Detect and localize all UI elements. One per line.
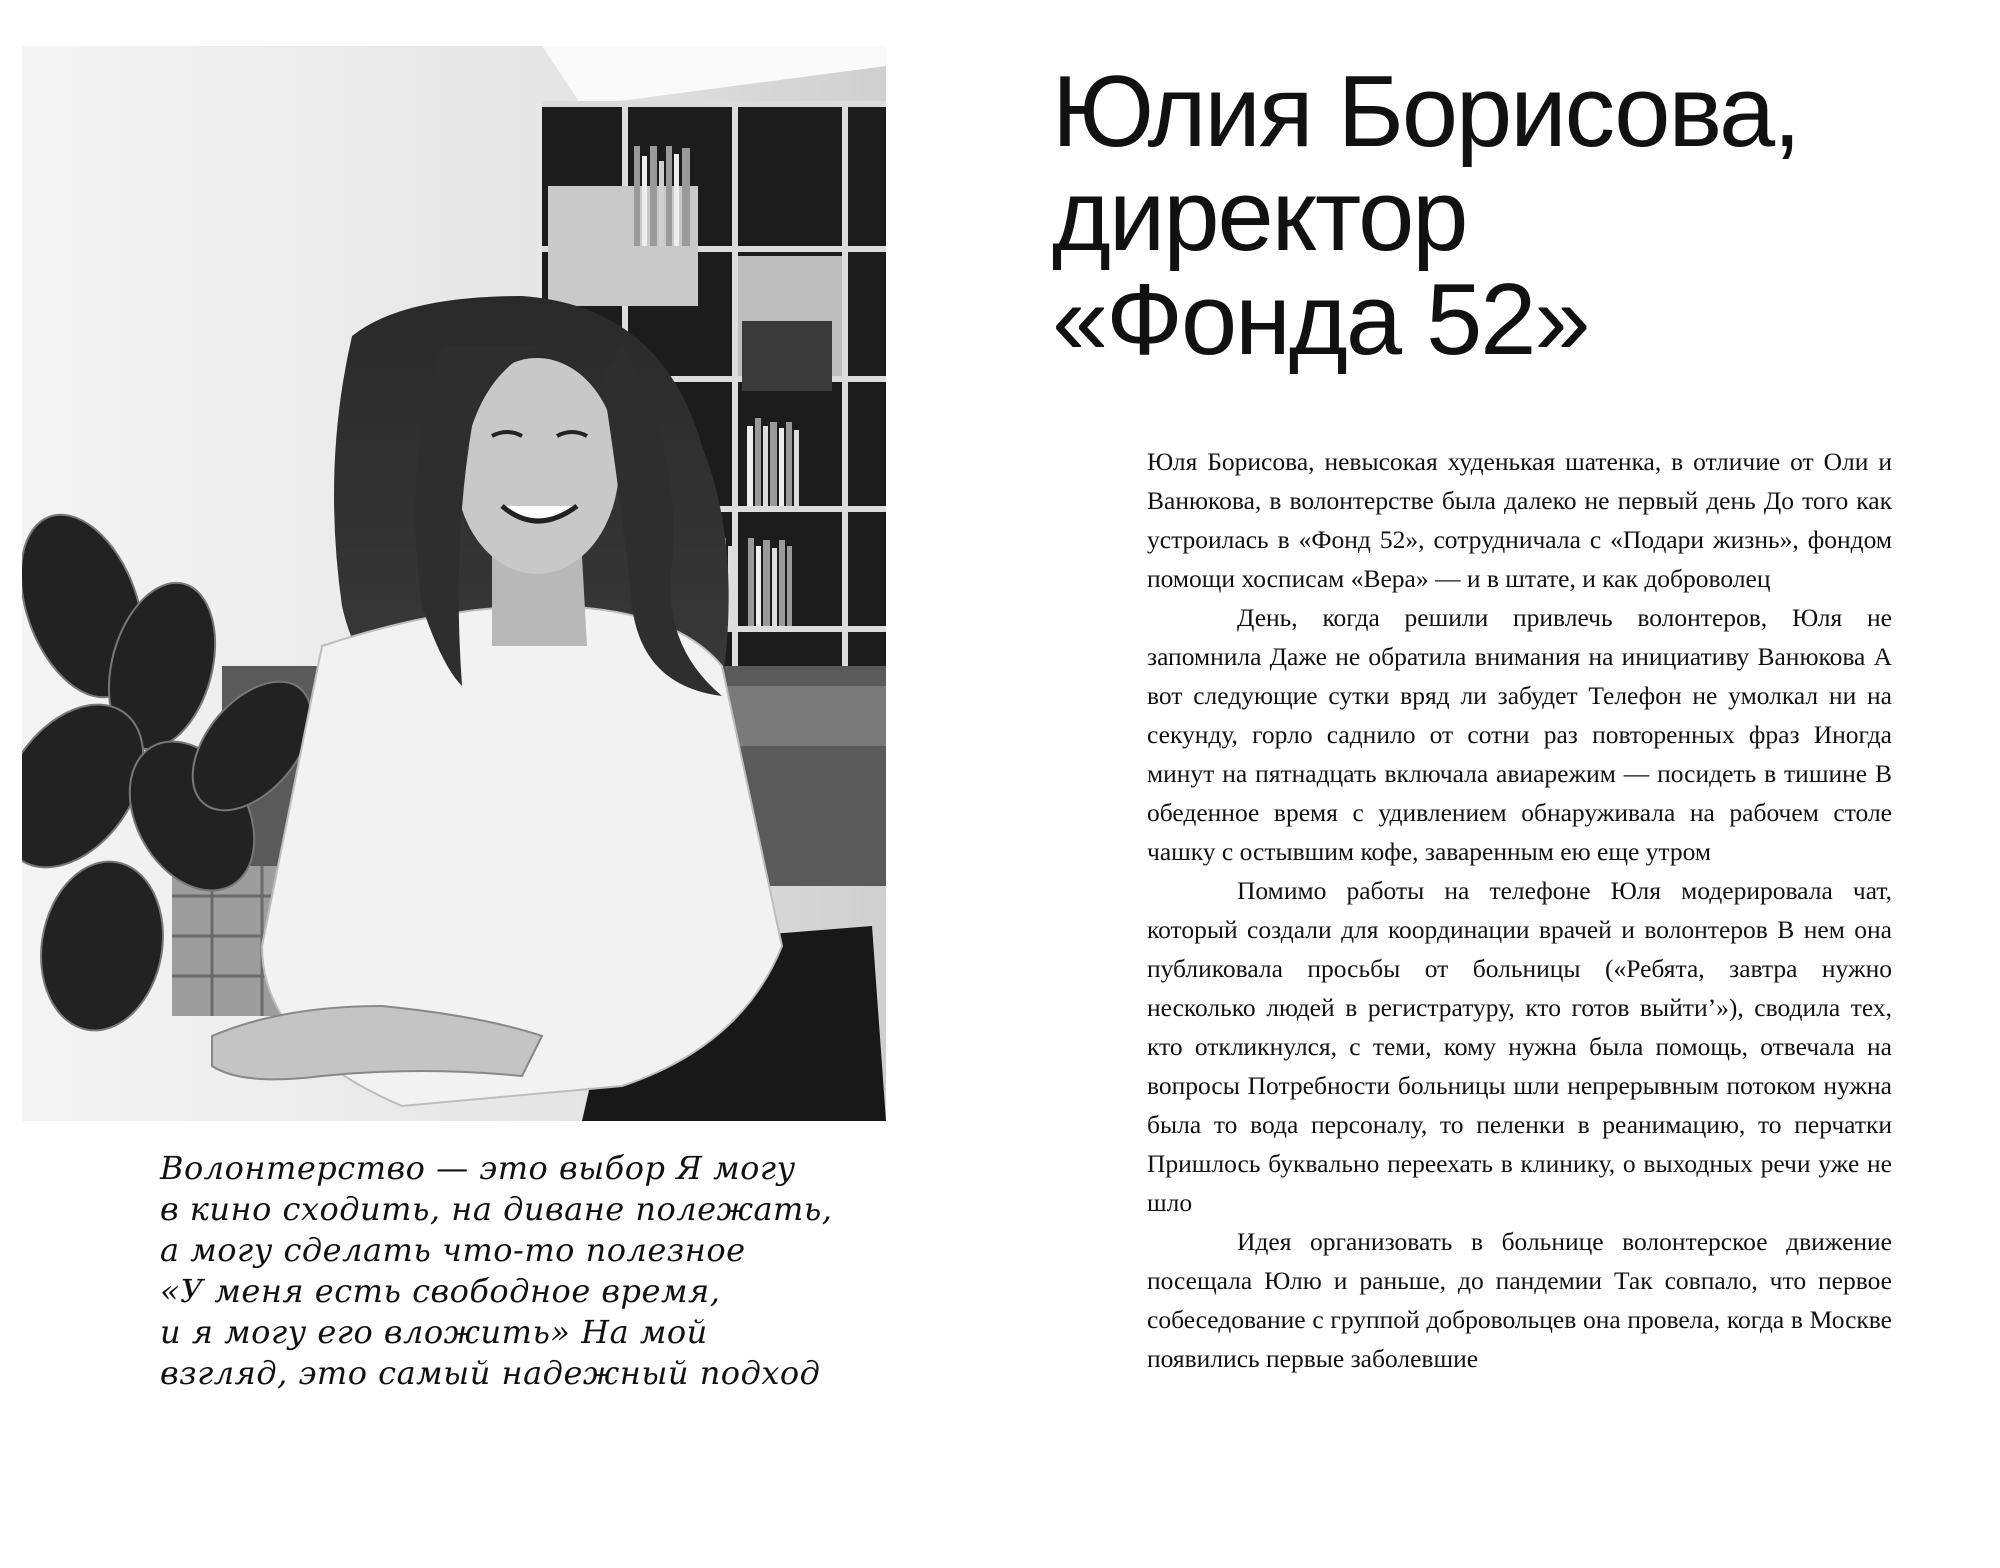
quote-line: «У меня есть свободное время, <box>160 1272 721 1310</box>
quote-line: а могу сделать что-то полезное <box>160 1231 746 1269</box>
chapter-title <box>1052 56 1952 376</box>
handwritten-quote <box>160 1148 880 1394</box>
quote-line: в кино сходить, на диване полежать, <box>160 1190 833 1228</box>
chapter-title-line: «Фонда 52» <box>1052 264 1589 376</box>
quote-line: взгляд, это самый надежный подход <box>160 1354 821 1392</box>
portrait-photo-illustration <box>22 46 886 1121</box>
quote-line: и я могу его вложить» На мой <box>160 1313 708 1351</box>
paragraph: Помимо работы на телефоне Юля модерировала чат, который создали для координации врачей и волонтеров В нем она публиковала просьбы от больницы («Ребята, завтра нужно несколько людей в регистратуру, кто готов выйти’»), сводила тех, кто откликнулся, с теми, кому нужна была помощь, отвечала на вопросы Потребности больницы шли непрерывным потоком нужна была то вода персоналу, то пеленки в реанимацию, то перчатки Пришлось буквально переехать в клинику, о выходных речи уже не шло <box>1147 876 1892 1217</box>
paragraph: Идея организовать в больнице волонтерское движение посещала Юлю и раньше, до пандемии Так совпало, что первое собеседование с группой добровольцев она провела, когда в Москве появились первые заболевшие <box>1147 1227 1892 1373</box>
chapter-title-line: Юлия Борисова, <box>1052 56 1800 168</box>
portrait-photo <box>22 46 886 1121</box>
paragraph: Юля Борисова, невысокая худенькая шатенка, в отличие от Оли и Ванюкова, в волонтерстве была далеко не первый день До того как устроилась в «Фонд 52», сотрудничала с «Подари жизнь», фондом помощи хосписам «Вера» — и в штате, и как доброволец <box>1147 447 1892 593</box>
body-text <box>1147 442 1892 1378</box>
quote-line: Волонтерство — это выбор Я могу <box>160 1149 796 1187</box>
chapter-title-line: директор <box>1052 160 1467 272</box>
paragraph: День, когда решили привлечь волонтеров, Юля не запомнила Даже не обратила внимания на инициативу Ванюкова А вот следующие сутки вряд ли забудет Телефон не умолкал ни на секунду, горло саднило от сотни раз повторенных фраз Иногда минут на пятнадцать включала авиарежим — посидеть в тишине В обеденное время с удивлением обнаруживала на рабочем столе чашку с остывшим кофе, заваренным ею еще утром <box>1147 603 1892 866</box>
